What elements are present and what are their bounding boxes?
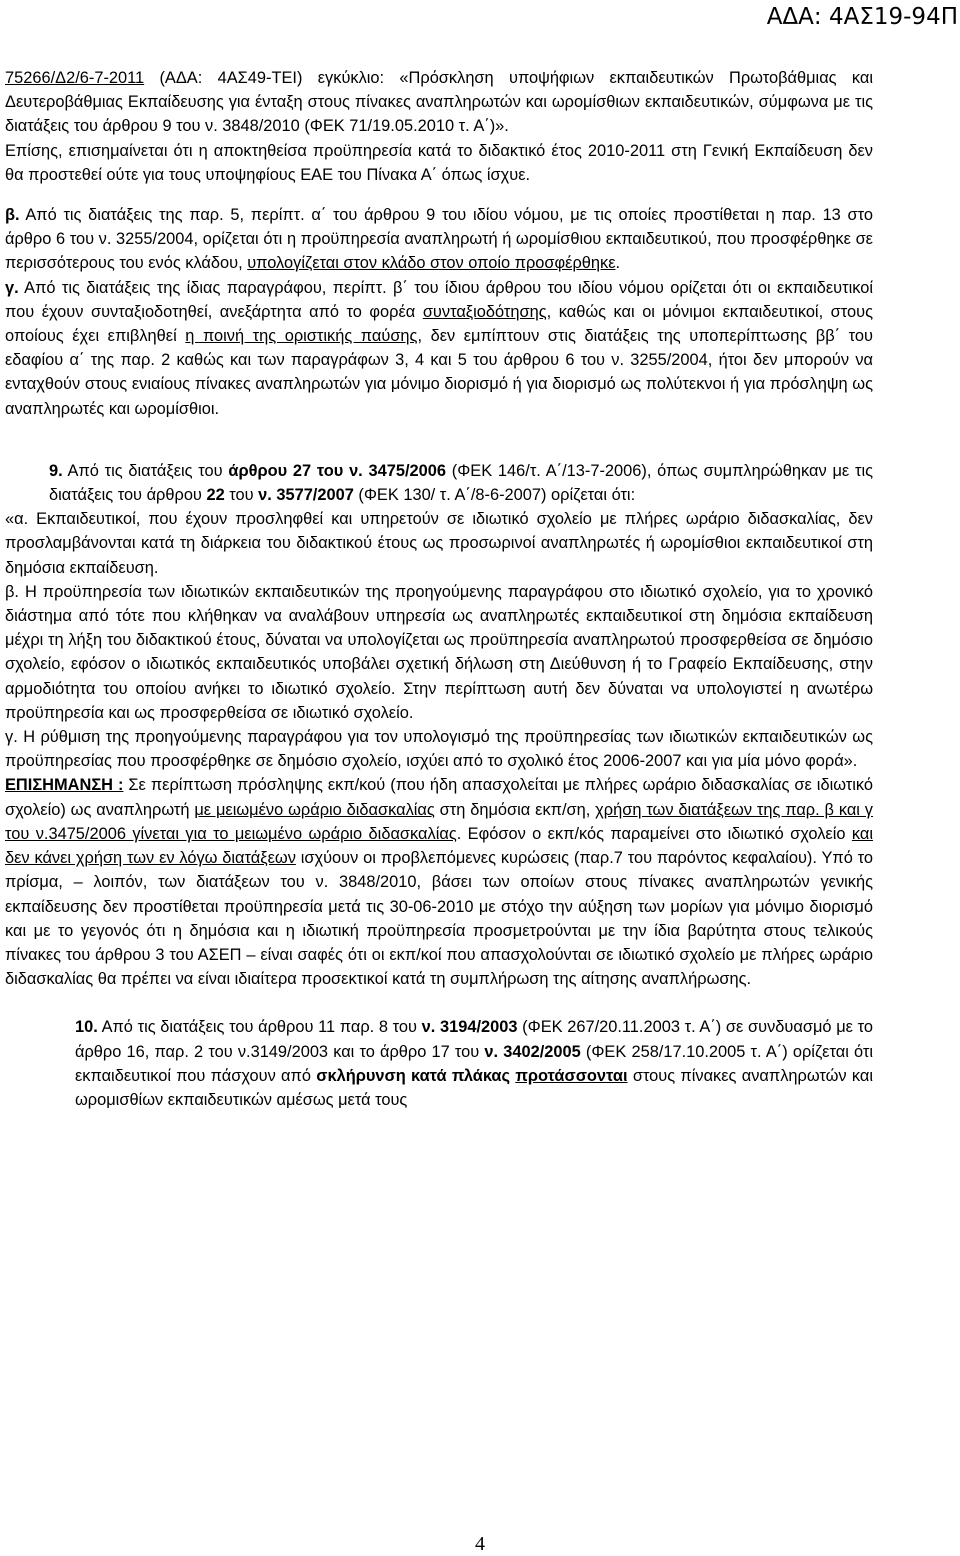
paragraph-g-underlined-1: συνταξιοδότησης <box>422 302 547 321</box>
paragraph-10-law-2: ν. 3402/2005 <box>484 1042 581 1061</box>
spacer <box>5 187 873 203</box>
page-number: 4 <box>475 1533 485 1555</box>
paragraph-9 <box>5 459 873 507</box>
notice-underlined-2: χρήση των διατάξεων της παρ. β και γ του ν.3475/2006 γίνεται για το μειωμένο ωράριο διδασκαλίας <box>5 800 874 843</box>
paragraph-g-underlined-2: η ποινή της οριστικής παύσης <box>185 327 418 346</box>
spacer <box>5 991 873 1015</box>
quote-b: β. Η προϋπηρεσία των ιδιωτικών εκπαιδευτικών της προηγούμενης παραγράφου στο ιδιωτικό σχολείο, για το χρονικό διάστημα από τότε που κλήθηκαν να αναλάβουν υπηρεσία ως αναπληρωτές εκπαιδευτικοί στη δημόσια εκπαίδευση μέχρι τη λήξη του διδακτικού έτους, δύναται να υπολογίζεται ως προϋπηρεσία αναπληρωτού προσφερθείσα σε δημόσιο σχολείο, εφόσον ο ιδιωτικός εκπαιδευτικός υποβάλει σχετική δήλωση στη Διεύθυνση ή το Γραφείο Εκπαίδευσης, στην αρμοδιότητα του οποίου ανήκει το ιδιωτικό σχολείο. Στην περίπτωση αυτή δεν δύναται να υπολογιστεί η ανωτέρω προϋπηρεσία και ως προσφερθείσα σε ιδιωτικό σχολείο. <box>5 582 873 722</box>
spacer <box>5 421 873 459</box>
paragraph-10-condition: σκλήρυνση κατά πλάκας <box>316 1066 511 1085</box>
paragraph-b-underlined: υπολογίζεται στον κλάδο στον οποίο προσφέρθηκε <box>247 254 616 273</box>
intro-notice: Επίσης, επισημαίνεται ότι η αποκτηθείσα προϋπηρεσία κατά το διδακτικό έτος 2010-2011 στη Γενική Εκπαίδευση δεν θα προστεθεί ούτε για τους υποψηφίους ΕΑΕ του Πίνακα Α΄ όπως ίσχυε. <box>5 141 873 184</box>
paragraph-9-number: 9. <box>49 461 63 480</box>
paragraph-9-law-1: 3475/2006 <box>368 461 446 480</box>
paragraph-g-text-2: , καθώς και οι μόνιμοι εκπαιδευτικοί, στους οποίους έχει επιβληθεί <box>5 302 873 346</box>
paragraph-9-article: άρθρου 27 του ν. <box>228 461 363 480</box>
document-body <box>5 66 873 1112</box>
paragraph-9-law-2: ν. 3577/2007 <box>258 486 354 505</box>
paragraph-10-number: 10. <box>75 1018 98 1037</box>
notice-text-1: Σε περίπτωση πρόσληψης εκπ/κού (που ήδη απασχολείται με πλήρες ωράριο διδασκαλίας σε ιδιωτικό σχολείο) ως αναπληρωτή <box>5 776 873 819</box>
paragraph-10-law-1: ν. 3194/2003 <box>421 1018 518 1037</box>
notice-label: ΕΠΙΣΗΜΑΝΣΗ : <box>5 776 124 795</box>
notice-paragraph <box>5 773 873 991</box>
paragraph-10-text-4: στους πίνακες αναπληρωτών και ωρομισθίων εκπαιδευτικών αμέσως μετά τους <box>75 1066 874 1109</box>
notice-underlined-1: με μειωμένο ωράριο διδασκαλίας <box>194 800 435 819</box>
paragraph-9-text-1: Από τις διατάξεις του <box>62 461 229 480</box>
paragraph-9-text-2: (ΦΕΚ 146/τ. Α΄/13-7-2006), όπως συμπληρώθηκαν με τις διατάξεις του άρθρου <box>49 461 873 505</box>
paragraph-b <box>5 203 873 276</box>
ada-code: ΑΔΑ: 4ΑΣ19-94Π <box>766 4 958 30</box>
paragraph-10-text-1: Από τις διατάξεις του άρθρου 11 παρ. 8 του <box>97 1018 422 1037</box>
notice-text-2: στη δημόσια εκπ/ση, <box>434 800 596 819</box>
paragraph-10-text-2: (ΦΕΚ 267/20.11.2003 τ. Α΄) σε συνδυασμό με το άρθρο 16, παρ. 2 του ν.3149/2003 και το άρθρο 17 του <box>75 1018 873 1061</box>
notice-text-3: . Εφόσον ο εκπ/κός παραμείνει στο ιδιωτικό σχολείο <box>456 824 852 843</box>
notice-underlined-3: και δεν κάνει χρήση των εν λόγω διατάξεων <box>5 824 874 868</box>
paragraph-b-label: β. <box>5 206 20 225</box>
paragraph-9-text-4: (ΦΕΚ 130/ τ. Α΄/8-6-2007) ορίζεται ότι: <box>353 486 636 505</box>
paragraph-9-text-3: του <box>224 486 259 505</box>
paragraph-10-priority: προτάσσονται <box>515 1066 628 1085</box>
paragraph-10 <box>5 1015 873 1112</box>
circular-ref-number: 75266/Δ2/6-7-2011 <box>5 69 145 87</box>
circular-ref-text: (ΑΔΑ: 4ΑΣ49-ΤΕΙ) εγκύκλιο: «Πρόσκληση υποψήφιων εκπαιδευτικών Πρωτοβάθμιας και Δευτεροβάθμιας Εκπαίδευσης για ένταξη στους πίνακες αναπληρωτών και ωρομίσθιων εκπαιδευτικών, σύμφωνα με τις διατάξεις του άρθρου 9 του ν. 3848/2010 (ΦΕΚ 71/19.05.2010 τ. Α΄)». <box>5 69 873 136</box>
paragraph-g-text-3: , δεν εμπίπτουν στις διατάξεις της υποπερίπτωσης ββ΄ του εδαφίου α΄ της παρ. 2 καθώς και των παραγράφων 3, 4 και 5 του άρθρου 6 του ν. 3255/2004, ήτοι δεν μπορούν να ενταχθούν στους ενιαίους πίνακες αναπληρωτών για μόνιμο διορισμό ή για διορισμό ως πολύτεκνοι ή για πρόσληψη ως αναπληρωτές και ωρομίσθιοι. <box>5 327 874 418</box>
quote-c: γ. Η ρύθμιση της προηγούμενης παραγράφου για τον υπολογισμό της προϋπηρεσίας των ιδιωτικών εκπαιδευτικών ως προϋπηρεσίας που προσφέρθηκε σε δημόσιο σχολείο, ισχύει από το σχολικό έτος 2006-2007 και για μία μόνο φορά». <box>5 728 873 771</box>
notice-text-4: ισχύουν οι προβλεπόμενες κυρώσεις (παρ.7 του παρόντος κεφαλαίου). Υπό το πρίσμα, – λοιπόν, των διατάξεων του ν. 3848/2010, βάσει των οποίων στους πίνακες αναπληρωτών γενικής εκπαίδευσης δεν προστίθεται προϋπηρεσία μετά τις 30-06-2010 με στόχο την αύξηση των μορίων για μόνιμο διορισμό και με το γεγονός ότι η δημόσια και η ιδιωτική προϋπηρεσία προσμετρούνται με την ίδια βαρύτητα στους τελικούς πίνακες του άρθρου 3 του ΑΣΕΠ – είναι σαφές ότι οι εκπ/κοί που απασχολούνται σε ιδιωτικό σχολείο με πλήρες ωράριο διδασκαλίας θα πρέπει να είναι ιδιαίτερα προσεκτικοί κατά τη συμπλήρωση της αίτησης αναπλήρωσης. <box>5 849 873 989</box>
paragraph-b-end: . <box>615 254 621 273</box>
quote-a: «α. Εκπαιδευτικοί, που έχουν προσληφθεί και υπηρετούν σε ιδιωτικό σχολείο με πλήρες ωράριο διδασκαλίας, δεν προσλαμβάνονται κατά τη διάρκεια του διδακτικού έτους ως προσωρινοί αναπληρωτές ή ωρομίσθιοι εκπαιδευτικοί στη δημόσια εκπαίδευση. <box>5 510 873 577</box>
paragraph-g-label: γ. <box>5 278 19 297</box>
intro-reference <box>5 66 873 139</box>
paragraph-10-text-3: (ΦΕΚ 258/17.10.2005 τ. Α΄) ορίζεται ότι εκπαιδευτικοί που πάσχουν από <box>75 1042 873 1085</box>
paragraph-g-text-1: Από τις διατάξεις της ίδιας παραγράφου, περίπτ. β΄ του ίδιου άρθρου του ιδίου νόμου ορίζεται ότι οι εκπαιδευτικοί που έχουν συνταξιοδοτηθεί, ανεξάρτητα από το φορέα <box>5 278 873 321</box>
paragraph-b-text: Από τις διατάξεις της παρ. 5, περίπτ. α΄ του άρθρου 9 του ιδίου νόμου, με τις οποίες προστίθεται η παρ. 13 στο άρθρο 6 του ν. 3255/2004, ορίζεται ότι η προϋπηρεσία αναπληρωτή ή ωρομίσθιου εκπαιδευτικού, που προσφέρθηκε σε περισσότερους του ενός κλάδου, <box>5 206 873 273</box>
paragraph-g <box>5 276 873 421</box>
paragraph-9-article-2: 22 <box>206 486 225 505</box>
